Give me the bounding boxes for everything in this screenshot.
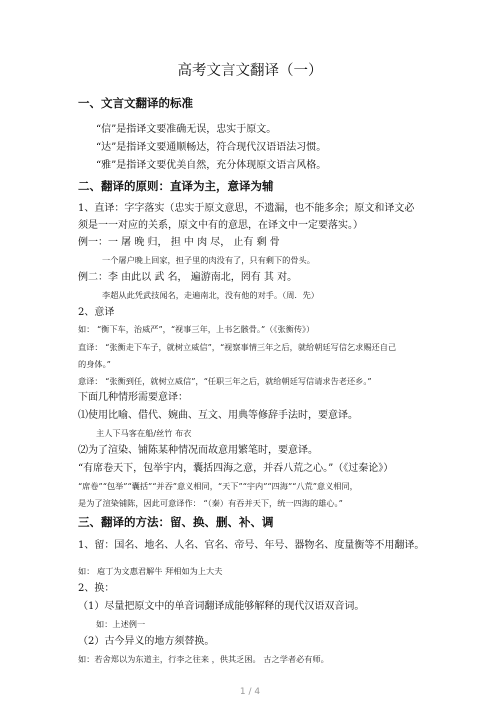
replace-rule-2: （2）古今异义的地方须替换。 <box>78 636 215 647</box>
replace-rule-2-example: 如：若舍郑以为东道主，行李之往来 ，供其乏困。 古之学者必有师。 <box>78 654 329 664</box>
example-1-translation: 一个屠户晚上回家，担子里的肉没有了，只有剩下的骨头。 <box>102 255 315 265</box>
replace-rule-1: （1）尽量把原文中的单音词翻译成能够解释的现代汉语双音词。 <box>78 601 365 612</box>
case-2: ⑵为了渲染、铺陈某种情况而故意用繁笔时，要意译。 <box>78 445 318 456</box>
page-number: 1 / 4 <box>239 687 261 697</box>
section-1-heading: 一、文言文翻译的标准 <box>78 96 193 110</box>
case-1: ⑴使用比喻、借代、婉曲、互文、用典等修辞手法时，要意译。 <box>78 410 358 421</box>
standard-ya: “雅”是指译文要优美自然，充分体现原文语言风格。 <box>96 160 327 171</box>
standard-xin: “信”是指译文要准确无误，忠实于原文。 <box>96 124 277 135</box>
literal-translation-line-2: 须是一一对应的关系，原文中有的意思，在译文中一定要落实。） <box>78 220 363 231</box>
example-2-translation: 李超从此凭武技闻名，走遍南北，没有他的对手。（周．先） <box>102 290 319 300</box>
case-2-note-1: “席卷”“包举”“囊括”“并吞”意义相同，“天下”“宇内”“四海”“八荒”意义相同， <box>78 481 358 491</box>
example-2: 例二：李 由此以 武 名， 遍游南北，罔有 其 对。 <box>78 272 298 283</box>
method-replace: 2、换： <box>78 583 115 594</box>
free-translation-heading: 2、意译 <box>78 307 115 318</box>
free-version: 意译： “张衡到任，就树立威信”，“任职三年之后，就给朝廷写信请求告老还乡。” <box>78 376 372 386</box>
example-1: 例一：一 屠 晚 归， 担 中 肉 尽， 止有 剩 骨 <box>78 237 280 248</box>
free-translation-cases: 下面几种情形需要意译： <box>78 392 188 403</box>
literal-translation-line-1: 1、直译：字字落实（忠实于原文意思，不遗漏，也不能多余；原文和译文必 <box>78 203 415 214</box>
literal-version-line-1: 直译： “张衡走下车子，就树立威信”，“视察事情三年之后，就给朝廷写信乞求赐还自己 <box>78 342 397 352</box>
section-3-heading: 三、翻译的方法：留、换、删、补、调 <box>78 515 274 529</box>
case-2-example: “有席卷天下，包举宇内，囊括四海之意，并吞八荒之心。”（《过秦论》） <box>78 463 394 474</box>
case-2-note-2: 是为了渲染铺陈，因此可意译作： “（秦）有吞并天下，统一四海的雄心。” <box>78 498 343 508</box>
free-translation-example: 如： “衡下车，治威严”，“视事三年，上书乞骸骨。”（《张衡传》） <box>78 324 315 334</box>
method-keep-example: 如： 庖丁为文惠君解牛 拜相如为上大夫 <box>78 566 223 576</box>
replace-rule-1-example: 如：上述例一 <box>96 619 146 629</box>
case-1-example: 主人下马客在船/丝竹 布衣 <box>96 428 192 438</box>
section-2-heading: 二、翻译的原则：直译为主，意译为辅 <box>78 179 274 193</box>
page-title: 高考文言文翻译（一） <box>177 63 323 79</box>
literal-version-line-2: 的身体。” <box>78 359 111 369</box>
method-keep: 1、留：国名、地名、人名、官名、帝号、年号、器物名、度量衡等不用翻译。 <box>78 540 425 551</box>
standard-da: “达”是指译文要通顺畅达，符合现代汉语语法习惯。 <box>96 142 327 153</box>
